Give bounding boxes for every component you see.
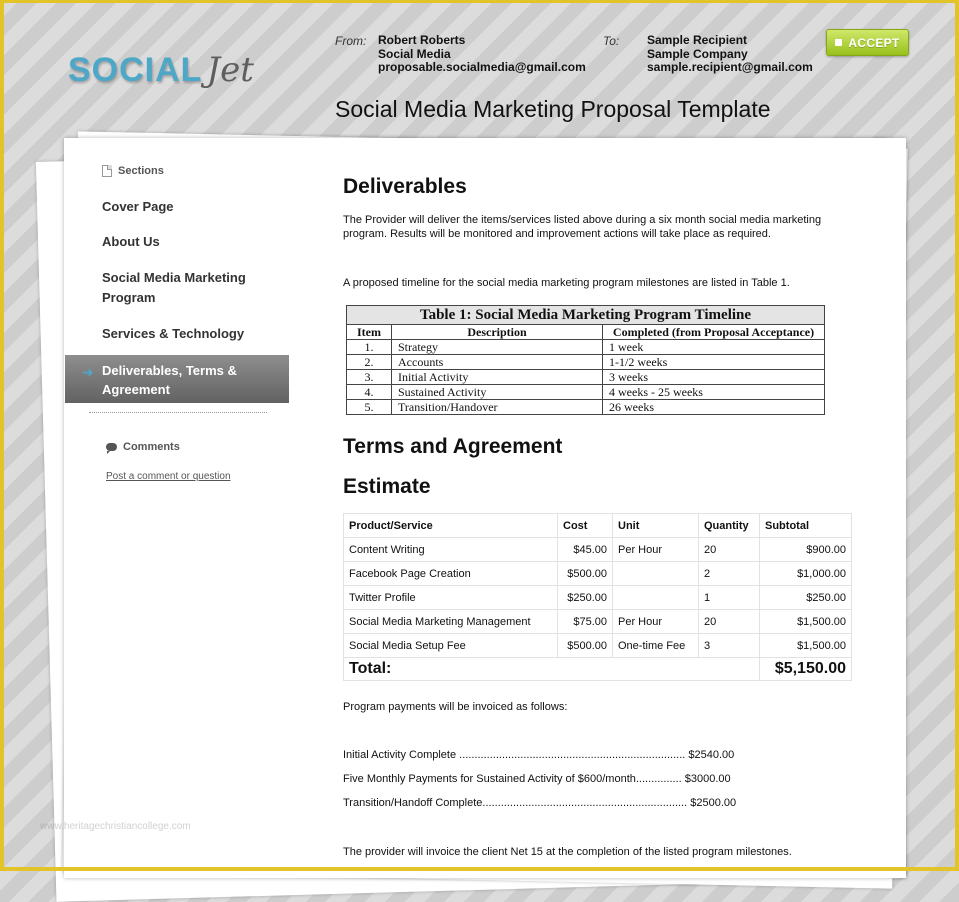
- page-title: Social Media Marketing Proposal Template: [335, 96, 771, 122]
- estimate-cell: 20: [699, 610, 760, 634]
- estimate-col-cost: Cost: [558, 514, 613, 538]
- total-label: Total:: [344, 658, 760, 681]
- sections-header: [102, 165, 164, 177]
- estimate-table: [343, 513, 852, 681]
- estimate-cell: Facebook Page Creation: [344, 562, 558, 586]
- estimate-cell: $250.00: [760, 586, 852, 610]
- timeline-cell: 26 weeks: [603, 400, 825, 415]
- estimate-col-subtotal: Subtotal: [760, 514, 852, 538]
- post-comment-link[interactable]: Post a comment or question: [106, 471, 231, 482]
- table-row: [344, 538, 852, 562]
- sidebar-item-smm-program[interactable]: Social Media Marketing Program: [102, 270, 246, 305]
- payment-line-3: Transition/Handoff Complete................................................................... $2500.00: [343, 797, 737, 809]
- comments-label: Comments: [123, 441, 180, 453]
- estimate-cell: $500.00: [558, 562, 613, 586]
- total-value: $5,150.00: [760, 658, 852, 681]
- estimate-cell: 2: [699, 562, 760, 586]
- sections-label: Sections: [118, 165, 164, 177]
- sidebar-divider: [89, 412, 267, 413]
- socialjet-logo: [68, 50, 254, 92]
- timeline-table: [346, 305, 825, 415]
- timeline-col-description: Description: [392, 325, 603, 340]
- timeline-caption: Table 1: Social Media Marketing Program Timeline: [347, 306, 825, 325]
- payments-intro: Program payments will be invoiced as follows:: [343, 701, 568, 713]
- estimate-cell: Social Media Marketing Management: [344, 610, 558, 634]
- timeline-cell: 3 weeks: [603, 370, 825, 385]
- table-row: [347, 355, 825, 370]
- accept-button-label: ACCEPT: [848, 35, 900, 50]
- timeline-cell: Accounts: [392, 355, 603, 370]
- timeline-cell: 5.: [347, 400, 392, 415]
- estimate-col-product: Product/Service: [344, 514, 558, 538]
- table-row: [344, 634, 852, 658]
- to-details: [647, 34, 813, 75]
- estimate-cell: [613, 586, 699, 610]
- estimate-cell: $1,000.00: [760, 562, 852, 586]
- to-email: sample.recipient@gmail.com: [647, 60, 813, 74]
- table-row: [347, 340, 825, 355]
- sidebar-item-label: Deliverables, Terms & Agreement: [102, 363, 237, 397]
- estimate-cell: One-time Fee: [613, 634, 699, 658]
- estimate-col-unit: Unit: [613, 514, 699, 538]
- watermark: www.heritagechristiancollege.com: [40, 821, 191, 832]
- timeline-cell: Initial Activity: [392, 370, 603, 385]
- timeline-cell: 1-1/2 weeks: [603, 355, 825, 370]
- timeline-cell: Sustained Activity: [392, 385, 603, 400]
- estimate-cell: 3: [699, 634, 760, 658]
- arrow-right-icon: ➜: [82, 364, 94, 380]
- logo-social: SOCIAL: [68, 51, 203, 89]
- estimate-cell: $500.00: [558, 634, 613, 658]
- checkbox-icon: [835, 39, 842, 46]
- table-row: [347, 400, 825, 415]
- logo-jet: Jet: [206, 50, 254, 90]
- timeline-cell: 2.: [347, 355, 392, 370]
- estimate-col-quantity: Quantity: [699, 514, 760, 538]
- deliverables-heading: Deliverables: [343, 175, 467, 198]
- from-label: From:: [335, 34, 367, 48]
- table-row: [347, 370, 825, 385]
- comment-bubble-icon: [106, 443, 117, 451]
- table-row: [347, 385, 825, 400]
- sidebar-item-cover-page[interactable]: Cover Page: [102, 199, 174, 214]
- estimate-cell: Content Writing: [344, 538, 558, 562]
- closing-text: The provider will invoice the client Net 15 at the completion of the listed program milestones.: [343, 846, 792, 858]
- sidebar-item-deliverables-active[interactable]: [65, 355, 289, 403]
- to-label: To:: [603, 34, 620, 48]
- estimate-cell: $900.00: [760, 538, 852, 562]
- comments-header: [106, 441, 180, 453]
- timeline-cell: 1 week: [603, 340, 825, 355]
- timeline-col-item: Item: [347, 325, 392, 340]
- table-row: [344, 562, 852, 586]
- from-details: [378, 34, 586, 75]
- payment-line-1: Initial Activity Complete .......................................................................... $2540.00: [343, 749, 735, 761]
- estimate-cell: 1: [699, 586, 760, 610]
- estimate-cell: $1,500.00: [760, 610, 852, 634]
- timeline-cell: 3.: [347, 370, 392, 385]
- estimate-cell: Per Hour: [613, 538, 699, 562]
- timeline-cell: Transition/Handover: [392, 400, 603, 415]
- timeline-cell: 4.: [347, 385, 392, 400]
- estimate-cell: Per Hour: [613, 610, 699, 634]
- to-name: Sample Recipient: [647, 33, 748, 47]
- table-row: [344, 610, 852, 634]
- estimate-cell: $45.00: [558, 538, 613, 562]
- accept-button[interactable]: [826, 29, 909, 56]
- deliverables-text: The Provider will deliver the items/services listed above during a six month social media marketing program. Results will be monitored and improvement actions will take place as required.: [343, 214, 822, 240]
- payment-line-2: Five Monthly Payments for Sustained Activity of $600/month............... $3000.00: [343, 773, 731, 785]
- from-company: Social Media: [378, 46, 451, 61]
- from-email: proposable.socialmedia@gmail.com: [378, 60, 586, 74]
- estimate-cell: [613, 562, 699, 586]
- table-row: [344, 586, 852, 610]
- timeline-intro: A proposed timeline for the social media marketing program milestones are listed in Table 1.: [343, 277, 790, 289]
- document-icon: [102, 165, 112, 177]
- estimate-cell: $75.00: [558, 610, 613, 634]
- timeline-cell: Strategy: [392, 340, 603, 355]
- estimate-cell: 20: [699, 538, 760, 562]
- to-company: Sample Company: [647, 46, 748, 61]
- terms-heading: Terms and Agreement: [343, 435, 563, 458]
- estimate-heading: Estimate: [343, 475, 431, 498]
- timeline-col-completed: Completed (from Proposal Acceptance): [603, 325, 825, 340]
- estimate-total-row: [344, 658, 852, 681]
- estimate-cell: Social Media Setup Fee: [344, 634, 558, 658]
- estimate-cell: $1,500.00: [760, 634, 852, 658]
- estimate-cell: Twitter Profile: [344, 586, 558, 610]
- estimate-cell: $250.00: [558, 586, 613, 610]
- from-name: Robert Roberts: [378, 33, 466, 47]
- sidebar-item-services-technology[interactable]: Services & Technology: [102, 326, 245, 341]
- sidebar-item-about-us[interactable]: About Us: [102, 234, 160, 249]
- timeline-cell: 1.: [347, 340, 392, 355]
- timeline-cell: 4 weeks - 25 weeks: [603, 385, 825, 400]
